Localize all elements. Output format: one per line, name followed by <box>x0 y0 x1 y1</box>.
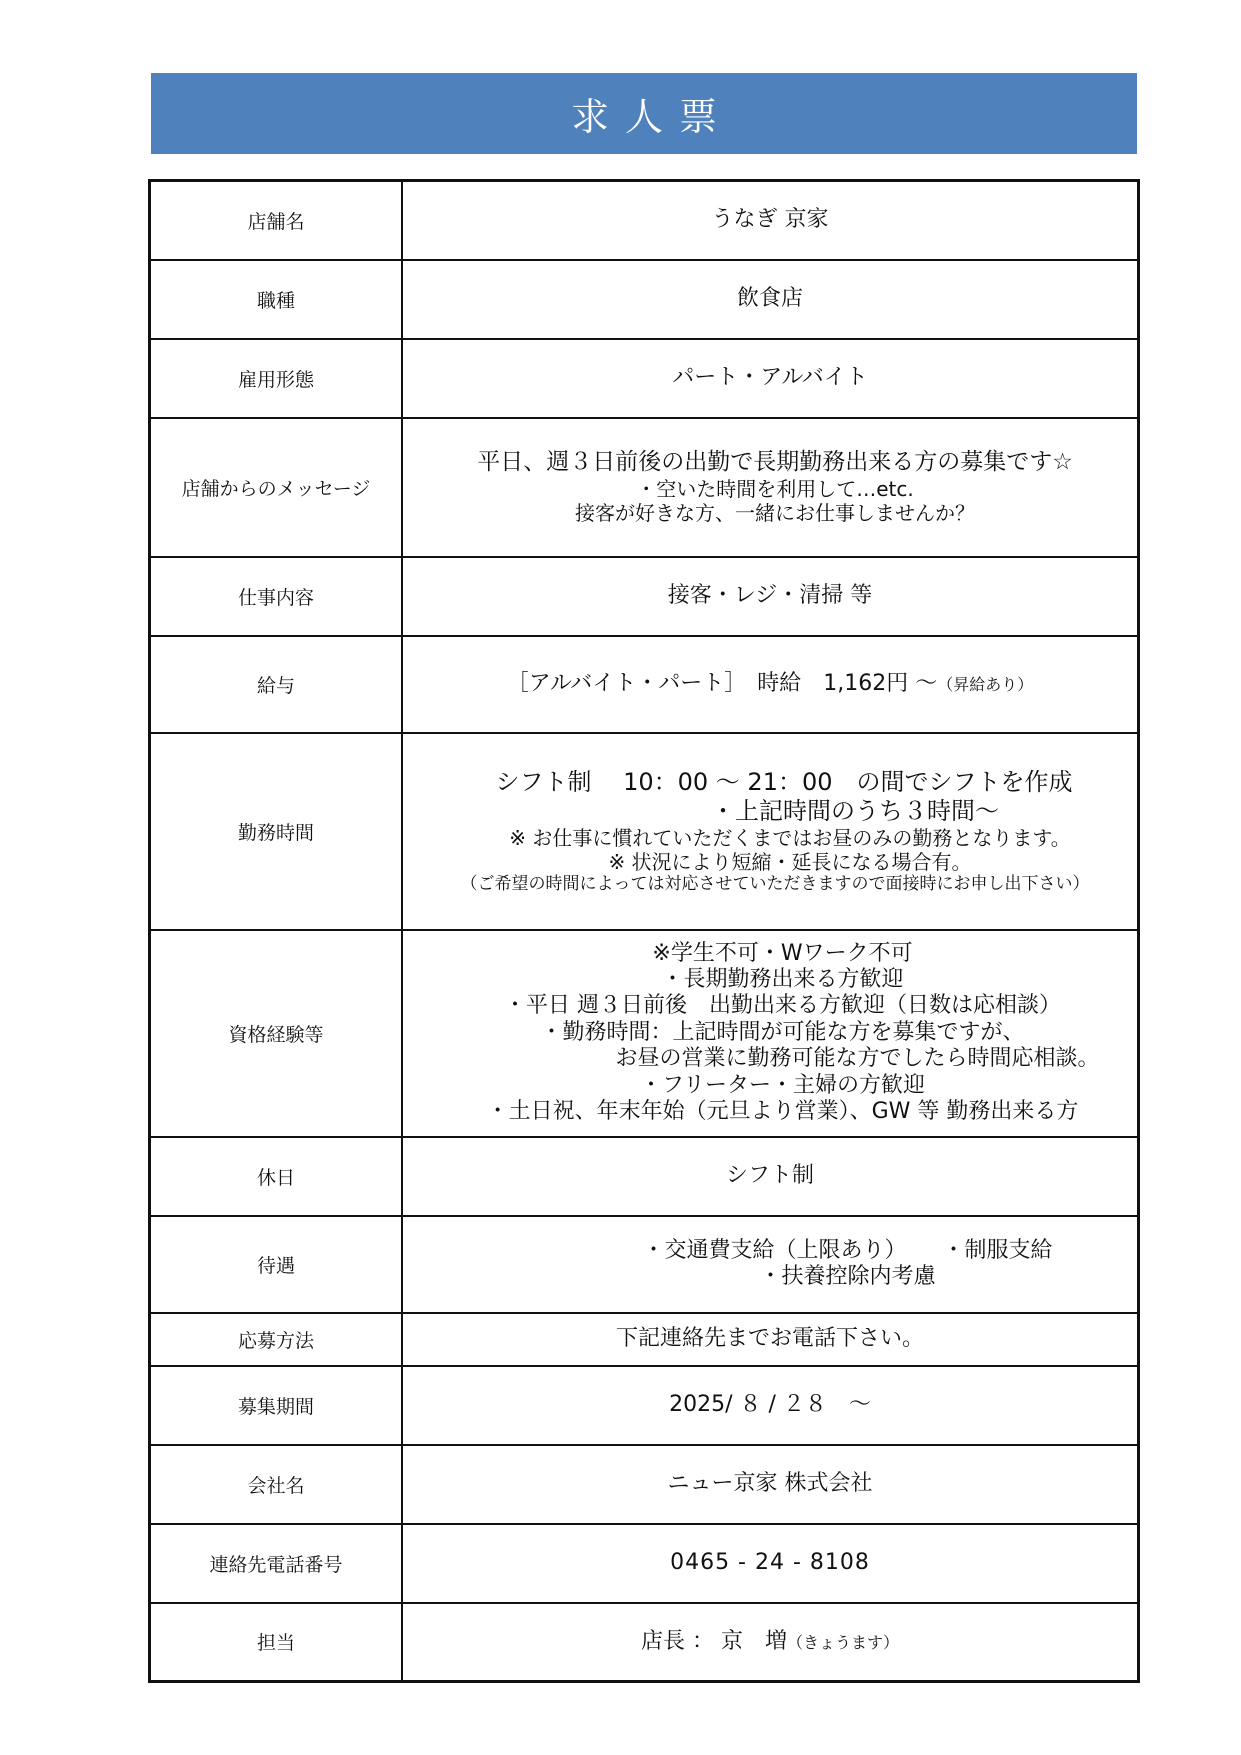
label-work-content: 仕事内容 <box>150 557 403 636</box>
job-table <box>148 179 1140 1683</box>
value-hours <box>402 733 1139 930</box>
label-employment: 雇用形態 <box>150 339 403 418</box>
label-phone: 連絡先電話番号 <box>150 1524 403 1603</box>
row-employment <box>150 339 1139 418</box>
label-hours: 勤務時間 <box>150 733 403 930</box>
value-apply: 下記連絡先までお電話下さい。 <box>402 1313 1139 1366</box>
hours-line-1: シフト制 10：00 ～ 21：00 の間でシフトを作成 <box>495 768 1073 796</box>
label-company: 会社名 <box>150 1445 403 1524</box>
qual-line-6: ・フリーター・主婦の方歓迎 <box>639 1072 926 1098</box>
qual-line-5: お昼の営業に勤務可能な方でしたら時間応相談。 <box>615 1046 1100 1072</box>
row-qualifications <box>150 930 1139 1137</box>
page-title: 求人票 <box>570 95 733 139</box>
benefit-dependent: ・扶養控除内考慮 <box>759 1264 936 1289</box>
row-period <box>150 1366 1139 1445</box>
qual-line-1: ※学生不可・Wワーク不可 <box>652 940 913 966</box>
row-salary <box>150 636 1139 733</box>
value-period: 2025/ ８ / ２８ ～ <box>402 1366 1139 1445</box>
value-holidays: シフト制 <box>402 1137 1139 1216</box>
salary-main: ［アルバイト・パート］ 時給 1,162円 ～ <box>506 670 938 696</box>
qual-line-7: ・土日祝、年末年始（元旦より営業）、GW 等 勤務出来る方 <box>486 1098 1079 1124</box>
qual-line-3: ・平日 週３日前後 出勤出来る方歓迎（日数は応相談） <box>504 993 1061 1019</box>
row-holidays <box>150 1137 1139 1216</box>
benefit-transport: ・交通費支給（上限あり） <box>642 1237 907 1263</box>
benefits-line-1 <box>558 1238 1137 1264</box>
label-apply: 応募方法 <box>150 1313 403 1366</box>
message-line-3: 接客が好きな方、一緒にお仕事しませんか？ <box>575 500 975 525</box>
qual-line-4: ・勤務時間：上記時間が可能な方を募集ですが、 <box>540 1019 1025 1045</box>
row-contact <box>150 1603 1139 1682</box>
label-store-name: 店舗名 <box>150 181 403 260</box>
salary-note: （昇給あり） <box>937 674 1034 694</box>
row-work-content <box>150 557 1139 636</box>
hours-line-4: ※ 状況により短縮・延長になる場合有。 <box>608 849 972 874</box>
label-message: 店舗からのメッセージ <box>150 418 403 557</box>
value-contact <box>402 1603 1139 1682</box>
row-job-type <box>150 260 1139 339</box>
label-contact: 担当 <box>150 1603 403 1682</box>
label-qualifications: 資格経験等 <box>150 930 403 1137</box>
row-company <box>150 1445 1139 1524</box>
row-apply <box>150 1313 1139 1366</box>
row-hours <box>150 733 1139 930</box>
value-job-type: 飲食店 <box>402 260 1139 339</box>
contact-reading: （きょうます） <box>786 1632 899 1652</box>
qual-line-2: ・長期勤務出来る方歓迎 <box>661 967 904 993</box>
value-work-content: 接客・レジ・清掃 等 <box>402 557 1139 636</box>
contact-name: 店長 ： 京 増 <box>640 1628 787 1654</box>
value-benefits <box>402 1216 1139 1313</box>
row-store-name <box>150 181 1139 260</box>
label-salary: 給与 <box>150 636 403 733</box>
row-benefits <box>150 1216 1139 1313</box>
value-qualifications <box>402 930 1139 1137</box>
hours-line-3: ※ お仕事に慣れていただくまではお昼のみの勤務となります。 <box>509 825 1071 850</box>
hours-line-2: ・上記時間のうち３時間～ <box>711 796 999 825</box>
value-store-name: うなぎ 京家 <box>402 181 1139 260</box>
label-holidays: 休日 <box>150 1137 403 1216</box>
label-job-type: 職種 <box>150 260 403 339</box>
value-salary <box>402 636 1139 733</box>
row-message <box>150 418 1139 557</box>
value-phone: 0465 - 24 - 8108 <box>402 1524 1139 1603</box>
value-message <box>402 418 1139 557</box>
value-employment: パート・アルバイト <box>402 339 1139 418</box>
benefit-uniform: ・制服支給 <box>942 1237 1053 1263</box>
value-company: ニュー京家 株式会社 <box>402 1445 1139 1524</box>
message-line-1: 平日、週３日前後の出勤で長期勤務出来る方の募集です☆ <box>477 449 1073 476</box>
row-phone <box>150 1524 1139 1603</box>
hours-line-5: （ご希望の時間によっては対応させていただきますので面接時にお申し出下さい） <box>460 873 1090 894</box>
title-banner <box>151 73 1137 154</box>
label-benefits: 待遇 <box>150 1216 403 1313</box>
message-line-2: ・空いた時間を利用して…etc. <box>636 476 914 501</box>
label-period: 募集期間 <box>150 1366 403 1445</box>
